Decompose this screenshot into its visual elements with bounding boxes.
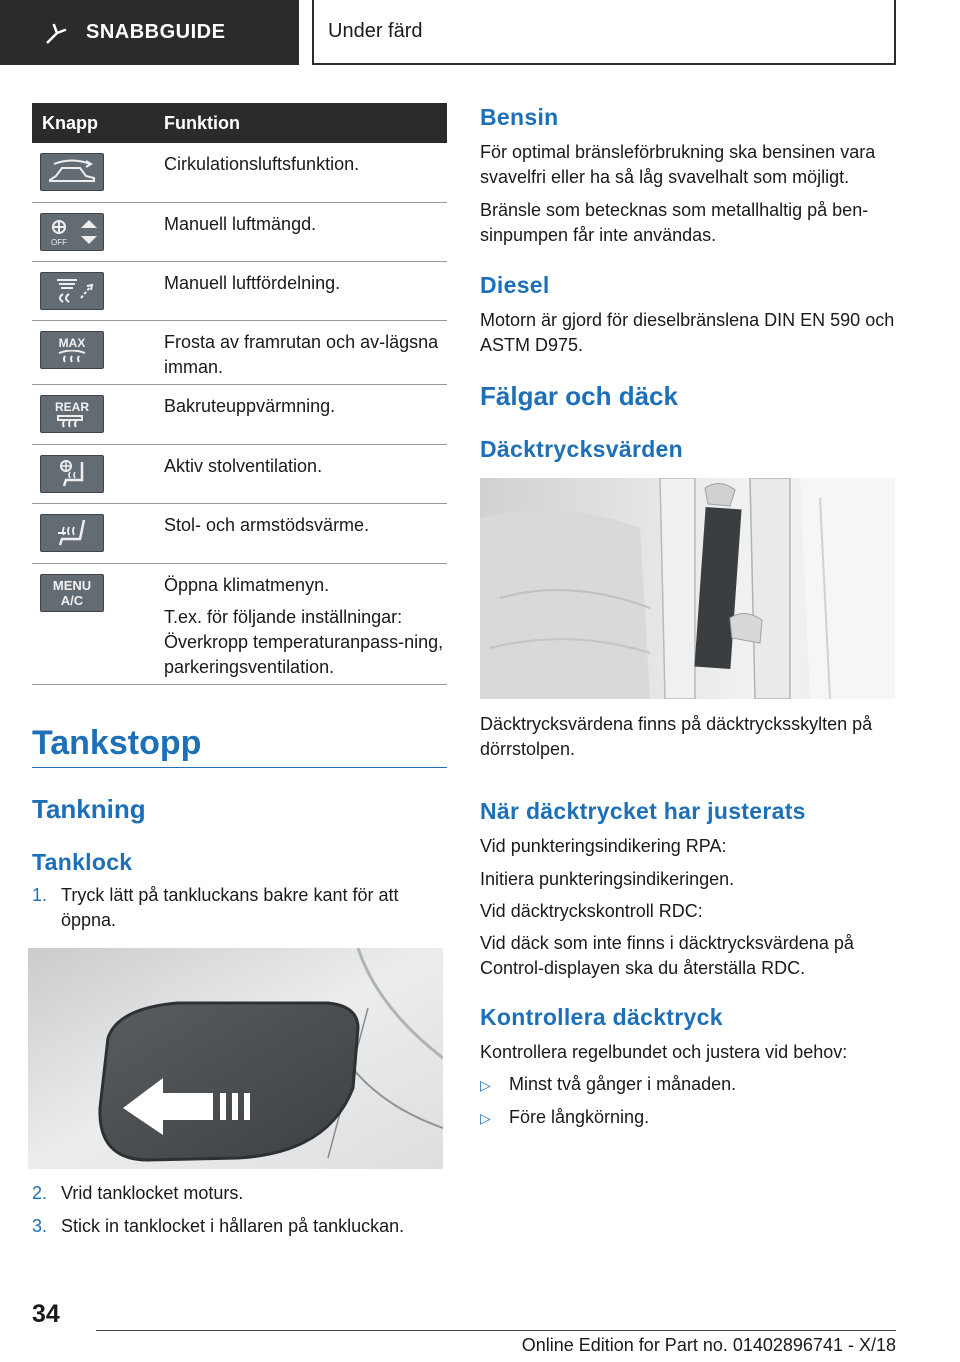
table-row <box>32 203 447 262</box>
subsection-title: Kontrollera däcktryck <box>480 1004 723 1030</box>
function-text: Stol- och armstödsvärme. <box>164 515 370 535</box>
paragraph: Kontrollera regelbundet och justera vid behov: <box>480 1042 848 1062</box>
paragraph: Bränsle som betecknas som metallhaltig på ben-sinpumpen får inte användas. <box>480 200 869 245</box>
list-item: ▷ Före långkörning. <box>480 1105 896 1131</box>
function-text: Frosta av framrutan och av-lägsna imman. <box>164 332 439 377</box>
seat-ventilation-icon <box>40 455 104 493</box>
table-row <box>32 564 447 685</box>
paragraph: Vid punkteringsindikering RPA: <box>480 836 727 856</box>
triangle-right-icon: ▷ <box>480 1110 491 1126</box>
menu-ac-icon: MENU A/C <box>40 574 104 612</box>
recirculation-icon <box>40 153 104 191</box>
divider <box>96 1330 896 1331</box>
col-header-button: Knapp <box>42 112 98 133</box>
image-caption: Däcktrycksvärdena finns på däcktrycksskylten på dörrstolpen. <box>480 714 873 759</box>
table-row <box>32 385 447 445</box>
function-text: Bakruteuppvärmning. <box>164 396 336 416</box>
rear-defrost-icon: REAR <box>40 395 104 433</box>
table-row <box>32 262 447 321</box>
function-text: T.ex. för följande inställningar: Överkropp temperaturanpass-ning, parkeringsventilation. <box>164 607 444 677</box>
section-title: Fälgar och däck <box>480 381 678 411</box>
seat-heating-icon <box>40 514 104 552</box>
divider <box>32 767 447 768</box>
paragraph: Motorn är gjord för dieselbränslena DIN EN 590 och ASTM D975. <box>480 310 895 355</box>
col-header-function: Funktion <box>164 112 240 133</box>
chapter-tab[interactable] <box>312 0 896 65</box>
list-item: ▷ Minst två gånger i månaden. <box>480 1072 896 1098</box>
edition-footer: Online Edition for Part no. 01402896741 - X/18 <box>521 1335 896 1355</box>
triangle-right-icon: ▷ <box>480 1077 491 1093</box>
chapter-title: Tankstopp <box>32 724 202 762</box>
list-item: 1. Tryck lätt på tankluckans bakre kant för att öppna. <box>32 885 399 930</box>
door-pillar-image <box>480 478 895 699</box>
paragraph: Vid däck som inte finns i däcktrycksvärdena på Control-displayen ska du återställa RDC. <box>480 933 854 978</box>
subsection-title: Däcktrycksvärden <box>480 436 683 462</box>
page-number: 34 <box>32 1300 60 1328</box>
fan-speed-icon <box>40 213 104 251</box>
climate-buttons-table <box>32 103 447 685</box>
star-icon <box>44 20 70 46</box>
table-row <box>32 445 447 504</box>
function-text: Cirkulationsluftsfunktion. <box>164 154 360 174</box>
table-row <box>32 143 447 203</box>
fuel-flap-image <box>28 948 443 1169</box>
list-item: 2. Vrid tanklocket moturs. <box>32 1183 244 1203</box>
air-distribution-icon <box>40 272 104 310</box>
table-row <box>32 504 447 564</box>
function-text: Aktiv stolventilation. <box>164 456 323 476</box>
section-title: Tankning <box>32 794 146 824</box>
paragraph: Initiera punkteringsindikeringen. <box>480 869 735 889</box>
section-tab[interactable] <box>0 0 299 65</box>
function-text: Manuell luftmängd. <box>164 214 317 234</box>
subsection-title: När däcktrycket har justerats <box>480 798 806 824</box>
chapter-label: Under färd <box>328 20 423 42</box>
table-header <box>32 103 447 143</box>
function-text: Manuell luftfördelning. <box>164 273 341 293</box>
subsection-title: Bensin <box>480 104 559 130</box>
subsection-title: Tanklock <box>32 849 133 875</box>
paragraph: Vid däcktryckskontroll RDC: <box>480 901 703 921</box>
paragraph: För optimal bränsleförbrukning ska bensinen vara svavelfri eller ha så låg svavelhalt som möjligt. <box>480 142 876 187</box>
section-label: SNABBGUIDE <box>86 21 226 43</box>
max-defrost-icon: MAX <box>40 331 104 369</box>
function-text: Öppna klimatmenyn. <box>164 575 330 595</box>
subsection-title: Diesel <box>480 272 550 298</box>
table-row <box>32 321 447 385</box>
list-item: 3. Stick in tanklocket i hållaren på tankluckan. <box>32 1216 405 1236</box>
svg-text:OFF: OFF <box>51 238 67 247</box>
